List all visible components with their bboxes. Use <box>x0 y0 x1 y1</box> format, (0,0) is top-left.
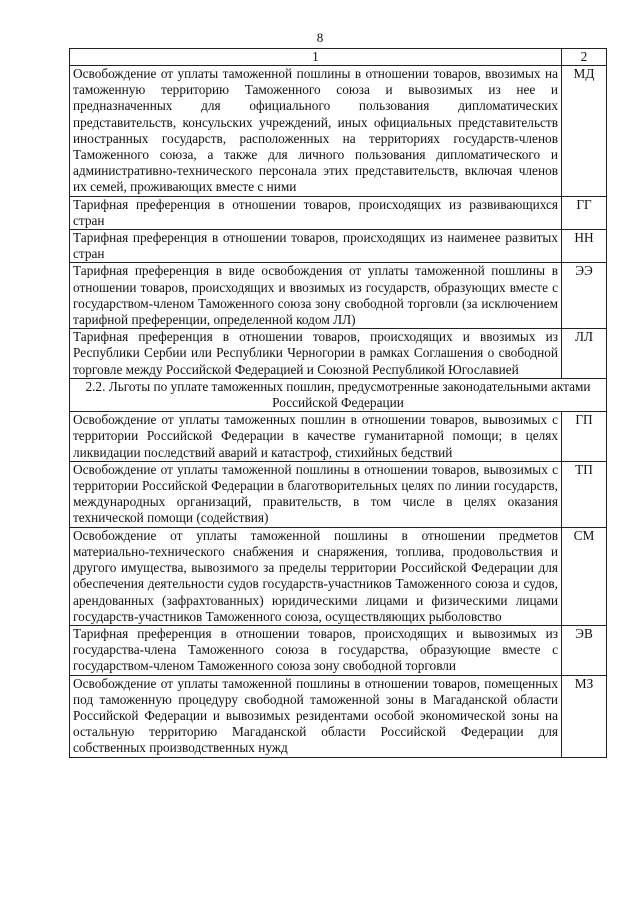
row-description: Тарифная преференция в отношении товаров, происходящих из наименее развитых стран <box>70 230 562 263</box>
table-row <box>70 412 607 462</box>
section-title: 2.2. Льготы по уплате таможенных пошлин, предусмотренные законодательными актами Российской Федерации <box>70 378 607 411</box>
table-row <box>70 527 607 625</box>
table-row <box>70 66 607 197</box>
table-header-row <box>70 49 607 66</box>
row-description: Освобождение от уплаты таможенной пошлины в отношении товаров, помещенных под таможенную процедуру свободной таможенной зоны в Магаданской области Российской Федерации и вывозимых резидентами особой экономической зоны на остальную территорию Магаданской области Российской Федерации для собственных производственных нужд <box>70 675 562 757</box>
row-description: Освобождение от уплаты таможенной пошлины в отношении предметов материально-технического снабжения и снаряжения, топлива, продовольствия и другого имущества, вывозимого за пределы территории Российской Федерации для обеспечения деятельности судов государств-участников Таможенного союза и судов, арендованных (зафрахтованных) юридическими лицами и физическими лицами государств-участников Таможенного союза, осуществляющих рыболовство <box>70 527 562 625</box>
table-row <box>70 196 607 229</box>
row-code: СМ <box>562 527 607 625</box>
row-description: Тарифная преференция в отношении товаров, происходящих и вывозимых из государства-члена Таможенного союза в государства, образующие вместе с государством-членом Таможенного союза зону свободной торговли <box>70 625 562 675</box>
table-row <box>70 675 607 757</box>
row-description: Освобождение от уплаты таможенных пошлин в отношении товаров, вывозимых с территории Российской Федерации в качестве гуманитарной помощи; в целях ликвидации последствий аварий и катастроф, стихийных бедствий <box>70 412 562 462</box>
table-row <box>70 263 607 329</box>
row-code: МЗ <box>562 675 607 757</box>
row-description: Тарифная преференция в отношении товаров, происходящих и ввозимых из Республики Сербии или Республики Черногории в рамках Соглашения о свободной торговле между Российской Федерацией и Союзной Республикой Югославией <box>70 329 562 379</box>
benefits-table <box>69 48 607 758</box>
row-description: Освобождение от уплаты таможенной пошлины в отношении товаров, вывозимых с территории Российской Федерации в благотворительных целях по линии государств, международных организаций, правительств, в том числе в целях оказания технической помощи (содействия) <box>70 461 562 527</box>
row-code: ЭВ <box>562 625 607 675</box>
row-code: ГП <box>562 412 607 462</box>
column-header-1: 1 <box>70 49 562 66</box>
row-description: Тарифная преференция в отношении товаров, происходящих из развивающихся стран <box>70 196 562 229</box>
row-code: НН <box>562 230 607 263</box>
row-code: ЭЭ <box>562 263 607 329</box>
row-code: ТП <box>562 461 607 527</box>
row-code: МД <box>562 66 607 197</box>
table-row <box>70 625 607 675</box>
page-number: 8 <box>316 30 324 45</box>
table-row <box>70 329 607 379</box>
section-heading-row <box>70 378 607 411</box>
row-description: Освобождение от уплаты таможенной пошлины в отношении товаров, ввозимых на таможенную территорию Таможенного союза и вывозимых из нее и предназначенных для официального пользования дипломатических представительств, консульских учреждений, иных официальных представительств иностранных государств, расположенных на территориях государств-членов Таможенного союза, а также для личного пользования дипломатического и административно-технического персонала этих представительств, включая членов их семей, проживающих вместе с ними <box>70 66 562 197</box>
table-row <box>70 230 607 263</box>
row-description: Тарифная преференция в виде освобождения от уплаты таможенной пошлины в отношении товаров, происходящих и ввозимых из государств, образующих вместе с государством-членом Таможенного союза зону свободной торговли (за исключением тарифной преференции, определенной кодом ЛЛ) <box>70 263 562 329</box>
row-code: ЛЛ <box>562 329 607 379</box>
table-row <box>70 461 607 527</box>
column-header-2: 2 <box>562 49 607 66</box>
row-code: ГГ <box>562 196 607 229</box>
